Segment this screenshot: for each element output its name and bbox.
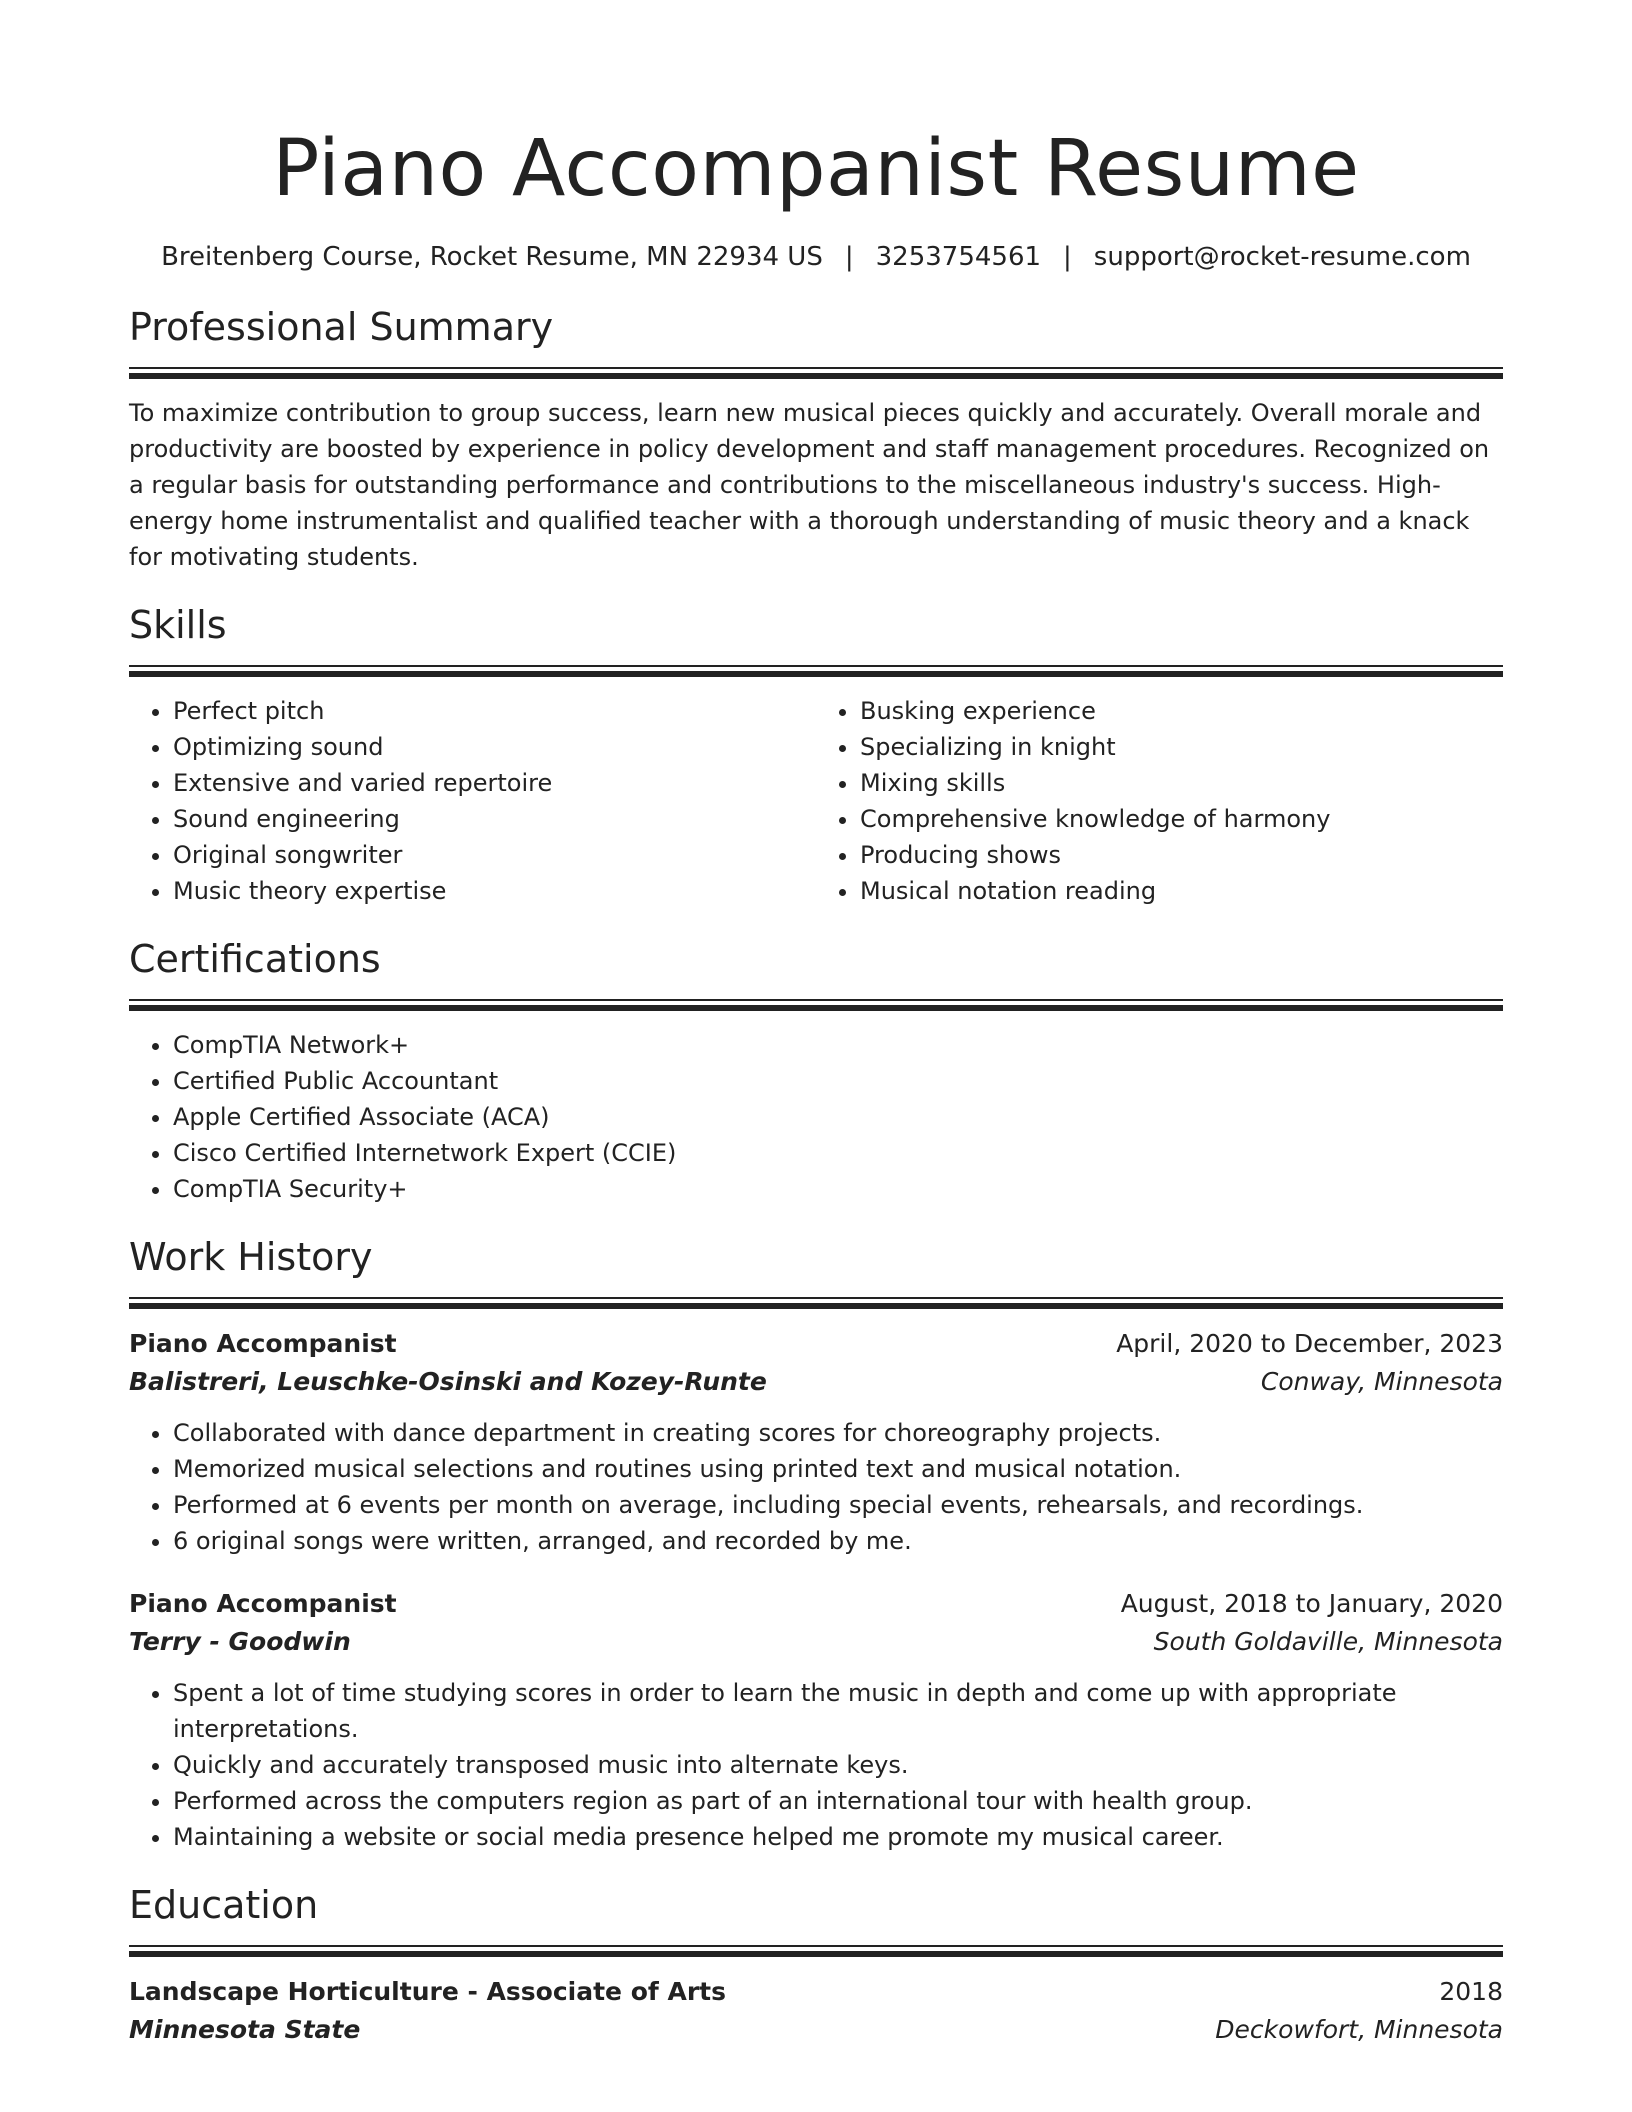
job-bullets bbox=[129, 1415, 1503, 1559]
skills-grid bbox=[129, 693, 1503, 909]
section-divider bbox=[129, 367, 1503, 379]
resume-title: Piano Accompanist Resume bbox=[272, 124, 1360, 214]
section-title-education: Education bbox=[129, 1883, 319, 1927]
skills-list-right bbox=[816, 693, 1503, 909]
email: support@rocket-resume.com bbox=[1093, 242, 1471, 272]
job-bullets bbox=[129, 1675, 1503, 1855]
education-subheader bbox=[129, 2011, 1503, 2049]
list-item: • Sound engineering bbox=[173, 801, 816, 837]
job-dates: April, 2020 to December, 2023 bbox=[1116, 1329, 1503, 1358]
separator: | bbox=[844, 242, 854, 272]
job-header bbox=[129, 1585, 1503, 1623]
graduation-year: 2018 bbox=[1439, 1977, 1503, 2006]
skills-section bbox=[129, 599, 1503, 909]
list-item: • Performed across the computers region as part of an international tour with health group. bbox=[173, 1783, 1503, 1819]
job-dates: August, 2018 to January, 2020 bbox=[1120, 1589, 1503, 1618]
contact-line bbox=[129, 239, 1503, 275]
list-item: • 6 original songs were written, arranged, and recorded by me. bbox=[173, 1523, 1503, 1559]
job-title: Piano Accompanist bbox=[129, 1589, 397, 1618]
list-item: • Collaborated with dance department in creating scores for choreography projects. bbox=[173, 1415, 1503, 1451]
list-item: • Maintaining a website or social media presence helped me promote my musical career. bbox=[173, 1819, 1503, 1855]
company-name: Balistreri, Leuschke-Osinski and Kozey-Runte bbox=[129, 1367, 767, 1396]
job-entry bbox=[129, 1585, 1503, 1855]
list-item: • Performed at 6 events per month on average, including special events, rehearsals, and recordings. bbox=[173, 1487, 1503, 1523]
section-divider bbox=[129, 999, 1503, 1011]
list-item: • Perfect pitch bbox=[173, 693, 816, 729]
summary-text: To maximize contribution to group success, learn new musical pieces quickly and accurately. Overall morale and productivity are boosted by experience in policy development and staff management procedures. Recognized on a regular basis for outstanding performance and contributions to the miscellaneous industry's success. High-energy home instrumentalist and qualified teacher with a thorough understanding of music theory and a knack for motivating students. bbox=[129, 399, 1490, 571]
list-item: • Optimizing sound bbox=[173, 729, 816, 765]
skills-list-left bbox=[129, 693, 816, 909]
education-header bbox=[129, 1973, 1503, 2011]
list-item: • Specializing in knight bbox=[860, 729, 1503, 765]
education-entry bbox=[129, 1973, 1503, 2049]
list-item: • CompTIA Network+ bbox=[173, 1027, 1503, 1063]
job-location: Conway, Minnesota bbox=[1260, 1367, 1503, 1396]
section-title-work: Work History bbox=[129, 1235, 373, 1279]
list-item: • Comprehensive knowledge of harmony bbox=[860, 801, 1503, 837]
certifications-list bbox=[129, 1027, 1503, 1207]
job-location: South Goldaville, Minnesota bbox=[1153, 1627, 1503, 1656]
job-header bbox=[129, 1325, 1503, 1363]
list-item: • Spent a lot of time studying scores in order to learn the music in depth and come up with appropriate interpretations. bbox=[173, 1675, 1503, 1747]
list-item: • Quickly and accurately transposed music into alternate keys. bbox=[173, 1747, 1503, 1783]
list-item: • Busking experience bbox=[860, 693, 1503, 729]
list-item: • Musical notation reading bbox=[860, 873, 1503, 909]
list-item: • Apple Certified Associate (ACA) bbox=[173, 1099, 1503, 1135]
work-section bbox=[129, 1231, 1503, 1855]
list-item: • Original songwriter bbox=[173, 837, 816, 873]
list-item: • Cisco Certified Internetwork Expert (CCIE) bbox=[173, 1135, 1503, 1171]
education-section bbox=[129, 1879, 1503, 2049]
certifications-section bbox=[129, 933, 1503, 1207]
summary-section bbox=[129, 301, 1503, 575]
separator: | bbox=[1063, 242, 1072, 272]
school-name: Minnesota State bbox=[129, 2015, 361, 2044]
skills-column-right bbox=[816, 693, 1503, 909]
list-item: • Extensive and varied repertoire bbox=[173, 765, 816, 801]
job-subheader bbox=[129, 1623, 1503, 1661]
list-item: • Producing shows bbox=[860, 837, 1503, 873]
section-divider bbox=[129, 1945, 1503, 1957]
skills-column-left bbox=[129, 693, 816, 909]
phone: 3253754561 bbox=[875, 242, 1042, 272]
list-item: • Music theory expertise bbox=[173, 873, 816, 909]
list-item: • Certified Public Accountant bbox=[173, 1063, 1503, 1099]
job-entry bbox=[129, 1325, 1503, 1559]
address: Breitenberg Course, Rocket Resume, MN 22934 US bbox=[161, 242, 823, 272]
job-subheader bbox=[129, 1363, 1503, 1401]
list-item: • Mixing skills bbox=[860, 765, 1503, 801]
degree: Landscape Horticulture - Associate of Arts bbox=[129, 1977, 726, 2006]
company-name: Terry - Goodwin bbox=[129, 1627, 351, 1656]
list-item: • Memorized musical selections and routines using printed text and musical notation. bbox=[173, 1451, 1503, 1487]
school-location: Deckowfort, Minnesota bbox=[1215, 2015, 1503, 2044]
list-item: • CompTIA Security+ bbox=[173, 1171, 1503, 1207]
section-title-certifications: Certifications bbox=[129, 937, 381, 981]
section-divider bbox=[129, 1297, 1503, 1309]
section-title-skills: Skills bbox=[129, 603, 227, 647]
job-title: Piano Accompanist bbox=[129, 1329, 397, 1358]
section-title-summary: Professional Summary bbox=[129, 305, 554, 349]
section-divider bbox=[129, 665, 1503, 677]
